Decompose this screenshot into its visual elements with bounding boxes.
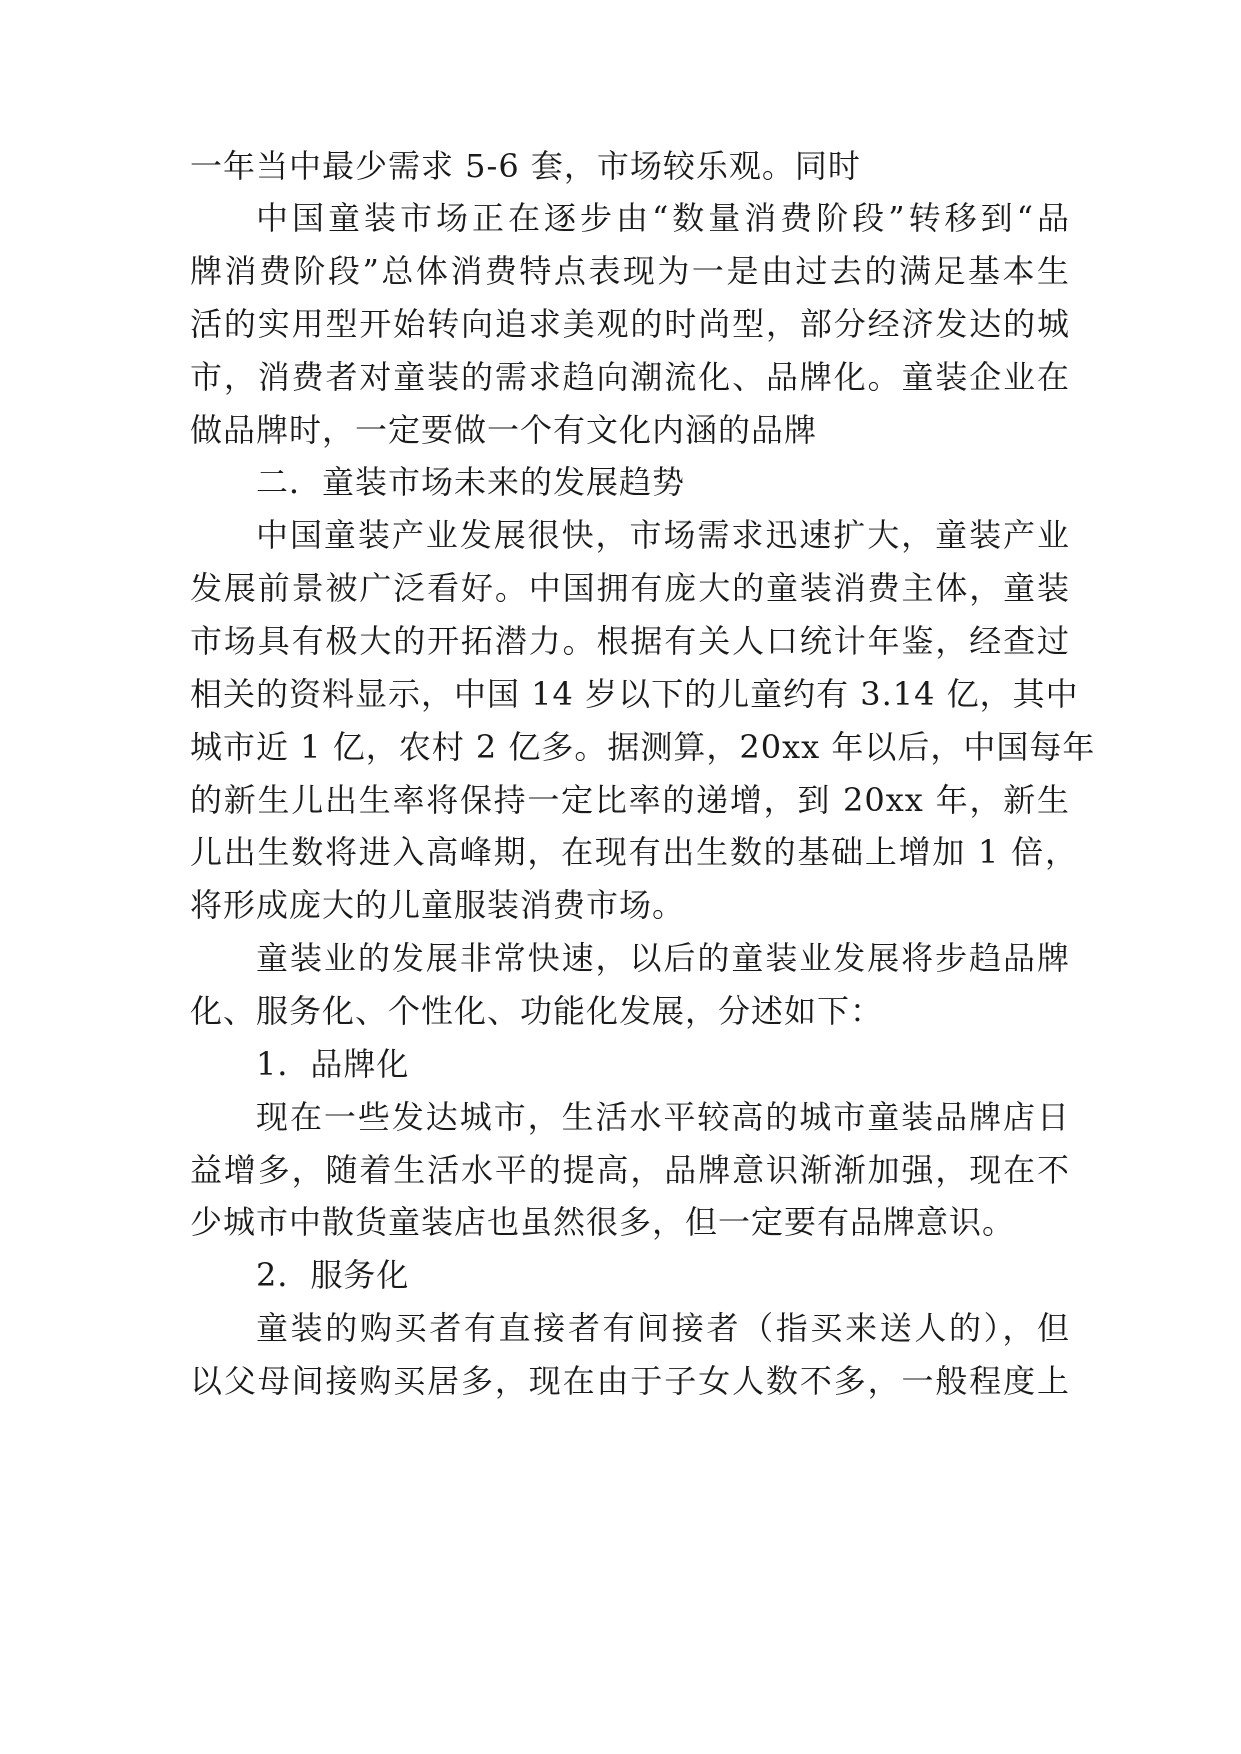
text-line: 活的实用型开始转向追求美观的时尚型，部分经济发达的城 (190, 305, 1070, 343)
text-line: 少城市中散货童装店也虽然很多，但一定要有品牌意识。 (190, 1203, 1016, 1241)
text-line: 做品牌时，一定要做一个有文化内涵的品牌 (190, 411, 818, 449)
text-line: 以父母间接购买居多，现在由于子女人数不多，一般程度上 (190, 1362, 1070, 1400)
text-line: 益增多，随着生活水平的提高，品牌意识渐渐加强，现在不 (190, 1151, 1070, 1189)
text-line: 将形成庞大的儿童服装消费市场。 (190, 886, 686, 924)
paragraph-start-line: 中国童装产业发展很快，市场需求迅速扩大，童装产业 (256, 516, 1070, 554)
text-line: 市，消费者对童装的需求趋向潮流化、品牌化。童装企业在 (190, 358, 1070, 396)
text-line: 化、服务化、个性化、功能化发展，分述如下： (190, 992, 884, 1030)
paragraph-start-line: 现在一些发达城市，生活水平较高的城市童装品牌店日 (256, 1098, 1070, 1136)
text-line: 发展前景被广泛看好。中国拥有庞大的童装消费主体，童装 (190, 569, 1070, 607)
text-line: 儿出生数将进入高峰期，在现有出生数的基础上增加 1 倍， (190, 833, 1078, 871)
text-line: 的新生儿出生率将保持一定比率的递增，到 20xx 年，新生 (190, 781, 1070, 819)
text-line: 牌消费阶段”总体消费特点表现为一是由过去的满足基本生 (190, 252, 1070, 290)
paragraph-start-line: 中国童装市场正在逐步由“数量消费阶段”转移到“品 (256, 199, 1070, 237)
text-line: 市场具有极大的开拓潜力。根据有关人口统计年鉴，经查过 (190, 622, 1070, 660)
text-line: 相关的资料显示，中国 14 岁以下的儿童约有 3.14 亿，其中 (190, 675, 1079, 713)
subsection-heading: 2．服务化 (256, 1256, 410, 1294)
text-line: 一年当中最少需求 5-6 套，市场较乐观。同时 (190, 147, 861, 185)
paragraph-start-line: 童装业的发展非常快速，以后的童装业发展将步趋品牌 (256, 939, 1070, 977)
text-line: 城市近 1 亿，农村 2 亿多。据测算，20xx 年以后，中国每年 (190, 728, 1096, 766)
subsection-heading: 1．品牌化 (256, 1045, 410, 1083)
paragraph-start-line: 童装的购买者有直接者有间接者（指买来送人的），但 (256, 1309, 1070, 1347)
section-heading: 二．童装市场未来的发展趋势 (256, 463, 686, 501)
